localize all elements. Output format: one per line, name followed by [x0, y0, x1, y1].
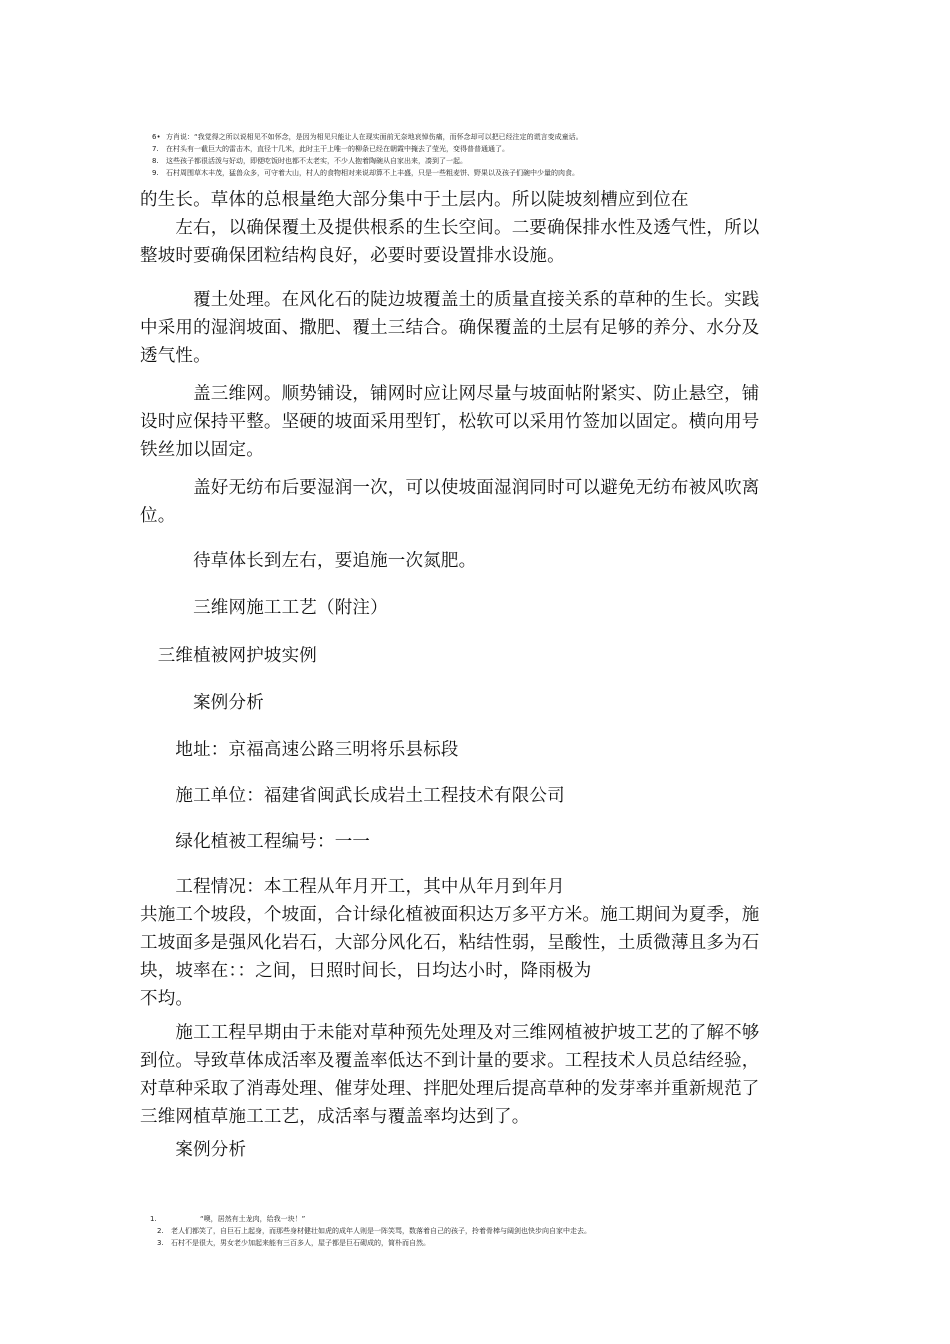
text-line: 的生长。草体的总根量绝大部分集中于土层内。所以陡坡刻槽应到位在 — [140, 190, 689, 210]
text-line: 到位。导致草体成活率及覆盖率低达不到计量的要求。工程技术人员总结经验， — [140, 1051, 760, 1071]
text-line: 对草种采取了消毒处理、催芽处理、拌肥处理后提高草种的发芽率并重新规范了 — [140, 1079, 760, 1099]
text-line: 三维网施工工艺（附注） — [140, 598, 388, 618]
note-text: 在村头有一截巨大的雷击木，直径十几米，此时主干上唯一的柳条已经在朝霞中掩去了莹光，变得普普通通了。 — [166, 145, 509, 153]
text-line: 位。 — [140, 506, 176, 526]
text-line: 绿化植被工程编号：一一 — [140, 832, 371, 852]
note-text: 石村周围草木丰茂，猛兽众多，可守着大山，村人的食物相对来说却算不上丰盛，只是一些粗麦饼、野果以及孩子们碗中少量的肉食。 — [166, 169, 579, 177]
note-number: 7. — [152, 145, 159, 153]
text-line: 施工工程早期由于未能对草种预先处理及对三维网植被护坡工艺的了解不够 — [140, 1023, 760, 1043]
paragraph — [140, 286, 760, 370]
paragraph — [140, 186, 760, 270]
paragraph — [140, 873, 760, 1013]
text-line: 待草体长到左右，要追施一次氮肥。 — [140, 551, 477, 571]
paragraph — [140, 1019, 760, 1131]
top-note — [152, 133, 583, 142]
note-number: 2. — [157, 1227, 164, 1235]
text-line: 块，坡率在：：之间，日照时间长，日均达小时，降雨极为 — [140, 961, 592, 981]
text-line: 盖三维网。顺势铺设，铺网时应让网尽量与坡面帖附紧实、防止悬空，铺 — [140, 384, 760, 404]
text-line: 地址：京福高速公路三明将乐县标段 — [140, 740, 459, 760]
section-heading — [140, 594, 388, 622]
section-heading — [140, 1136, 246, 1164]
note-text: 老人们都笑了，自巨石上起身，而那些身材健壮如虎的成年人则是一阵笑骂，数落着自己的孩子，拎着骨棒与阔剑也快步向自家中走去。 — [171, 1227, 591, 1235]
text-line: 不均。 — [140, 989, 194, 1009]
note-number: 6• — [152, 133, 161, 141]
text-line: 中采用的湿润坡面、撒肥、覆土三结合。确保覆盖的土层有足够的养分、水分及 — [140, 318, 760, 338]
top-note — [152, 145, 509, 154]
paragraph — [140, 547, 476, 575]
top-note — [152, 157, 467, 166]
note-number: 3. — [157, 1239, 164, 1247]
paragraph — [140, 380, 760, 464]
info-line — [140, 782, 565, 810]
text-line: 施工单位：福建省闽武长成岩土工程技术有限公司 — [140, 786, 565, 806]
section-heading — [140, 689, 264, 717]
text-line: 设时应保持平整。坚硬的坡面采用型钉，松软可以采用竹签加以固定。横向用号 — [140, 412, 760, 432]
text-line: 左右，以确保覆土及提供根系的生长空间。二要确保排水性及透气性，所以 — [140, 218, 760, 238]
text-line: 三维网植草施工工艺，成活率与覆盖率均达到了。 — [140, 1107, 530, 1127]
text-line: 覆土处理。在风化石的陡边坡覆盖土的质量直接关系的草种的生长。实践 — [140, 290, 760, 310]
text-line: 铁丝加以固定。 — [140, 440, 264, 460]
note-number: 1. — [150, 1215, 157, 1223]
section-heading — [140, 642, 317, 670]
bottom-note — [157, 1227, 591, 1236]
bottom-note — [150, 1215, 305, 1224]
top-note — [152, 169, 579, 178]
note-text: “噢，居然有土龙肉，给我一块！” — [200, 1215, 306, 1223]
note-text: 这些孩子都很活泼与好动，即便吃饭时也都不太老实，不少人抱着陶碗从自家出来，凑到了一起。 — [166, 157, 467, 165]
text-line: 案例分析 — [140, 1140, 247, 1160]
text-line: 盖好无纺布后要湿润一次，可以使坡面湿润同时可以避免无纺布被风吹离 — [140, 478, 760, 498]
text-line: 工程情况：本工程从年月开工，其中从年月到年月 — [140, 877, 565, 897]
note-number: 9. — [152, 169, 159, 177]
text-line: 透气性。 — [140, 346, 211, 366]
text-line: 整坡时要确保团粒结构良好，必要时要设置排水设施。 — [140, 246, 565, 266]
paragraph — [140, 474, 760, 530]
text-line: 共施工个坡段，个坡面，合计绿化植被面积达万多平方米。施工期间为夏季，施 — [140, 905, 760, 925]
note-text: 石村不是很大，男女老少加起来能有三百多人，屋子都是巨石砌成的，简朴而自然。 — [171, 1239, 430, 1247]
text-line: 三维植被网护坡实例 — [140, 646, 317, 666]
info-line — [140, 736, 459, 764]
bottom-note — [157, 1239, 430, 1248]
text-line: 案例分析 — [140, 693, 264, 713]
info-line — [140, 828, 370, 856]
note-text: 方肖说：“我觉得之所以说相见不如怀念，是因为相见只能让人在现实面前无奈地哀悼伤痛，而怀念却可以把已经注定的谎言变成童话。 — [166, 133, 583, 141]
note-number: 8. — [152, 157, 159, 165]
text-line: 工坡面多是强风化岩石，大部分风化石，粘结性弱，呈酸性，土质微薄且多为石 — [140, 933, 760, 953]
